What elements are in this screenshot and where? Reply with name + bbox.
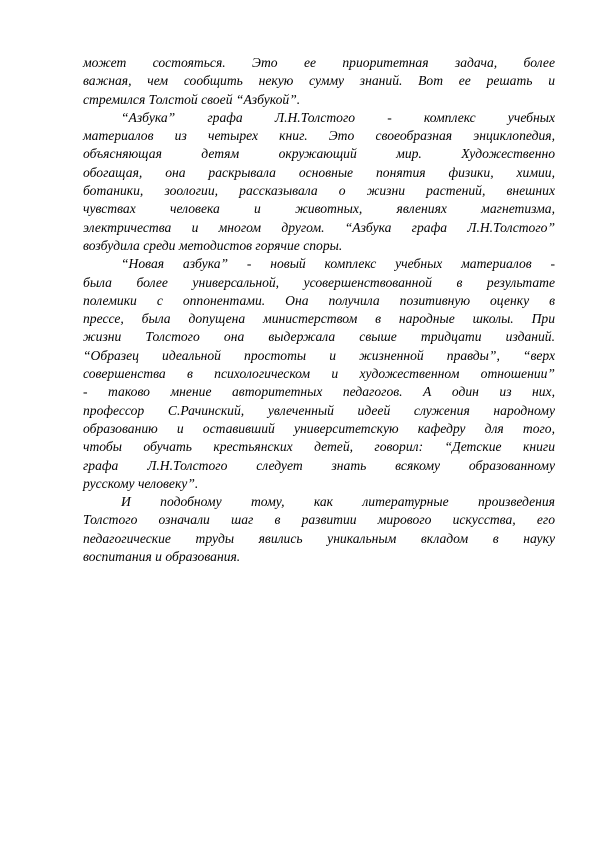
paragraph-4: [83, 493, 555, 566]
text-line: жизни Толстого она выдержала свыше тридцати изданий.: [83, 329, 555, 345]
text-line: - таково мнение авторитетных педагогов. А один из них,: [83, 384, 555, 400]
text-line: чувствах человека и животных, явлениях магнетизма,: [83, 201, 555, 217]
text-line: ботаники, зоологии, рассказывала о жизни растений, внешних: [83, 183, 555, 199]
text-line: может состояться. Это ее приоритетная задача, более: [83, 55, 555, 70]
text-line: стремился Толстой своей “Азбукой”.: [83, 91, 301, 107]
text-line: “Новая азбука” - новый комплекс учебных материалов -: [121, 256, 555, 272]
text-line: была более универсальной, усовершенствованной в результате: [83, 274, 555, 290]
text-line: совершенства в психологическом и художественном отношении”: [83, 366, 555, 382]
text-line: электричества и многом другом. “Азбука графа Л.Н.Толстого”: [83, 219, 555, 235]
text-line: важная, чем сообщить некую сумму знаний. Вот ее решать и: [83, 73, 555, 89]
text-line: полемики с оппонентами. Она получила позитивную оценку в: [83, 292, 555, 308]
text-line: русскому человеку”.: [83, 475, 199, 491]
text-line: И подобному тому, как литературные произведения: [121, 494, 555, 510]
text-line: воспитания и образования.: [83, 549, 241, 565]
text-line: обогащая, она раскрывала основные понятия физики, химии,: [83, 164, 555, 180]
paragraph-1: [83, 54, 555, 109]
text-line: педагогические труды явились уникальным вкладом в науку: [83, 530, 555, 546]
paragraph-3: [83, 255, 555, 493]
text-line: чтобы обучать крестьянских детей, говорил: “Детские книги: [83, 439, 555, 455]
text-line: материалов из четырех книг. Это своеобразная энциклопедия,: [83, 128, 555, 144]
text-line: “Азбука” графа Л.Н.Толстого - комплекс учебных: [121, 109, 555, 125]
text-line: профессор С.Рачинский, увлеченный идеей служения народному: [83, 402, 555, 418]
text-line: образованию и оставивший университетскую кафедру для того,: [83, 420, 555, 436]
text-line: графа Л.Н.Толстого следует знать всякому образованному: [83, 457, 555, 473]
text-line: прессе, была допущена министерством в народные школы. При: [83, 311, 555, 327]
paragraph-2: [83, 109, 555, 255]
text-line: возбудила среди методистов горячие споры.: [83, 237, 343, 253]
text-line: Толстого означали шаг в развитии мирового искусства, его: [83, 512, 555, 528]
text-line: объясняющая детям окружающий мир. Художественно: [83, 146, 555, 162]
body-text: [83, 54, 555, 566]
text-line: “Образец идеальной простоты и жизненной правды”, “верх: [83, 347, 555, 363]
